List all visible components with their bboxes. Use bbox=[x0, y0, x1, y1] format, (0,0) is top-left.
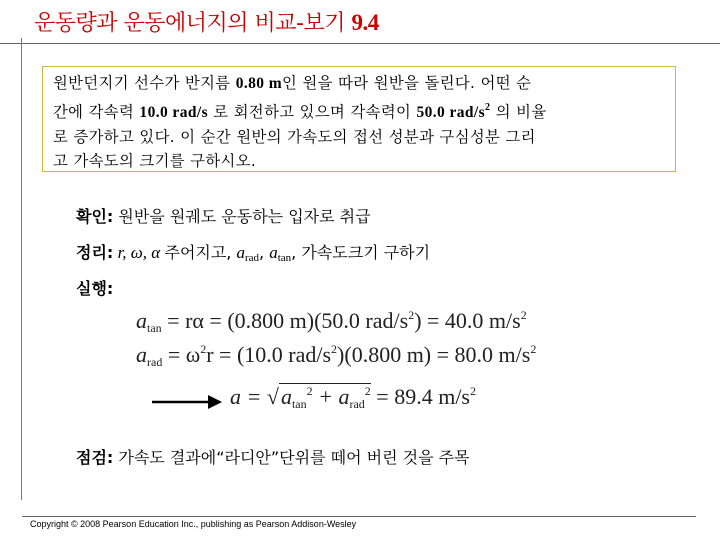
eq-symbol: a bbox=[136, 308, 147, 333]
equation-radial bbox=[136, 342, 536, 370]
step-key: 확인: bbox=[76, 207, 114, 226]
step-text: , 가속도크기 구하기 bbox=[291, 243, 431, 262]
eq-body: + a bbox=[312, 384, 350, 409]
problem-text: 로 회전하고 있으며 각속력이 bbox=[208, 103, 417, 121]
var-a: a bbox=[269, 243, 278, 262]
radius-value: 0.80 m bbox=[235, 75, 283, 92]
eq-result: ) = 40.0 m/s bbox=[414, 308, 521, 333]
step-text: 주어지고, bbox=[164, 243, 237, 262]
problem-text: 원반던지기 선수가 반지름 bbox=[53, 74, 236, 92]
step-check bbox=[76, 445, 470, 468]
equation-tangential bbox=[136, 308, 527, 336]
angular-accel-value: 50.0 rad/s bbox=[416, 104, 486, 121]
given-variables: r, ω, α bbox=[113, 243, 165, 262]
step-setup bbox=[76, 240, 430, 264]
problem-box bbox=[42, 66, 676, 172]
separator: , bbox=[259, 243, 270, 262]
eq-superscript: 2 bbox=[331, 342, 338, 356]
step-text: 가속도 결과에“라디안”단위를 떼어 버린 것을 주목 bbox=[113, 448, 470, 467]
superscript-2: 2 bbox=[485, 102, 491, 113]
step-execute bbox=[76, 276, 113, 299]
top-rule bbox=[0, 43, 720, 44]
problem-line-1 bbox=[53, 71, 667, 96]
eq-superscript: 2 bbox=[530, 342, 537, 356]
eq-subscript: tan bbox=[291, 397, 307, 411]
copyright-notice: Copyright © 2008 Pearson Education Inc., publishing as Pearson Addison-Wesley bbox=[30, 519, 357, 529]
eq-symbol: a = bbox=[230, 384, 267, 409]
subscript-tan: tan bbox=[277, 252, 292, 264]
angular-speed-value: 10.0 rad/s bbox=[139, 104, 209, 121]
step-key: 실행: bbox=[76, 279, 114, 298]
subscript-rad: rad bbox=[244, 252, 260, 264]
eq-body: = rα = (0.800 m)(50.0 rad/s bbox=[161, 308, 409, 333]
left-rule bbox=[21, 38, 22, 500]
problem-text: 의 비율 bbox=[490, 103, 547, 121]
equation-magnitude bbox=[230, 384, 476, 412]
eq-superscript: 2 bbox=[200, 342, 207, 356]
step-identify bbox=[76, 204, 371, 227]
eq-body: = ω bbox=[162, 342, 201, 367]
problem-line-2 bbox=[53, 96, 667, 125]
eq-symbol: a bbox=[280, 384, 292, 409]
eq-subscript: rad bbox=[147, 355, 163, 369]
problem-text: 인 원을 따라 원반을 돌린다. 어떤 순 bbox=[282, 74, 532, 92]
problem-text: 간에 각속력 bbox=[53, 103, 140, 121]
step-key: 정리: bbox=[76, 243, 114, 262]
eq-superscript: 2 bbox=[364, 384, 371, 398]
slide-title-text: 운동량과 운동에너지의 비교-보기 bbox=[34, 11, 352, 36]
var-a: a bbox=[236, 243, 245, 262]
eq-superscript: 2 bbox=[408, 308, 415, 322]
eq-superscript: 2 bbox=[306, 384, 313, 398]
eq-symbol: a bbox=[136, 342, 147, 367]
sqrt-body bbox=[279, 383, 371, 409]
sqrt-icon: √ bbox=[266, 384, 279, 409]
bottom-rule bbox=[22, 516, 696, 517]
eq-superscript: 2 bbox=[470, 384, 476, 398]
eq-subscript: rad bbox=[349, 397, 365, 411]
step-text: 원반을 원궤도 운동하는 입자로 취급 bbox=[113, 207, 371, 226]
eq-subscript: tan bbox=[147, 321, 162, 335]
eq-body: r = (10.0 rad/s bbox=[206, 342, 332, 367]
example-number: 9.4 bbox=[351, 10, 379, 35]
eq-superscript: 2 bbox=[520, 308, 527, 322]
slide-title bbox=[34, 6, 379, 37]
step-key: 점검: bbox=[76, 448, 114, 467]
problem-line-3: 로 증가하고 있다. 이 순간 원반의 가속도의 접선 성분과 구심성분 그리 bbox=[53, 128, 536, 146]
eq-result: = 89.4 m/s bbox=[370, 384, 470, 409]
eq-result: )(0.800 m) = 80.0 m/s bbox=[337, 342, 531, 367]
result-arrow-icon bbox=[152, 392, 222, 412]
problem-line-4: 고 가속도의 크기를 구하시오. bbox=[53, 152, 257, 170]
